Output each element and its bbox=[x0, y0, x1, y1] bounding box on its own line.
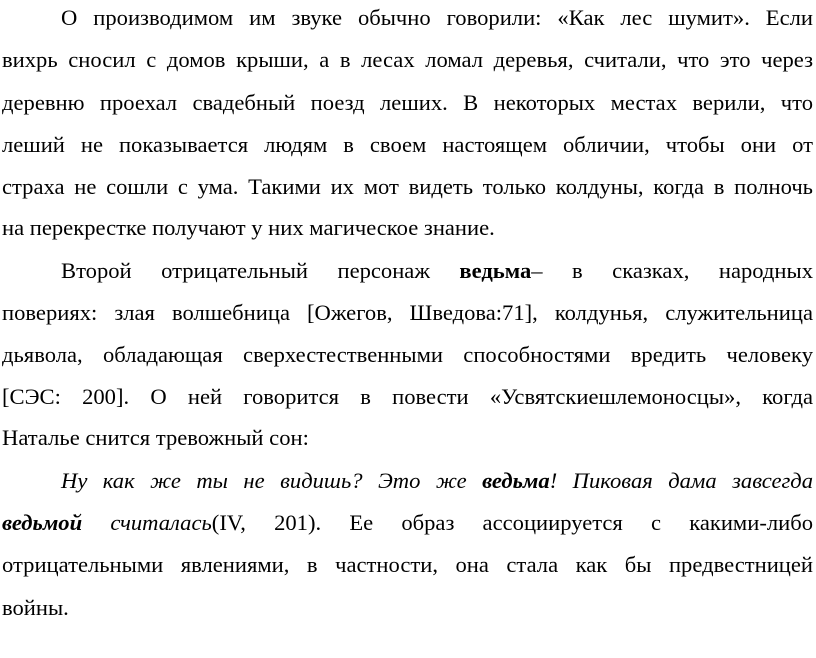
quote-citation: (IV, 201). Ее образ ассоциируется с какими-либо bbox=[211, 510, 814, 535]
paragraph-1-line-4: леший не показывается людям в своем настоящем обличии, чтобы они от bbox=[2, 132, 813, 157]
paragraph-1-line-5: страха не сошли с ума. Такими их мот видеть только колдуны, когда в полночь bbox=[2, 174, 813, 199]
paragraph-2-line-1-end: – в сказках, народных bbox=[531, 258, 813, 283]
paragraph-2-line-1 bbox=[61, 257, 813, 285]
term-vedma: ведьма bbox=[459, 258, 532, 283]
quote-line-1-start: Ну как же ты не видишь? Это же bbox=[61, 468, 483, 493]
paragraph-2-line-1-start: Второй отрицательный персонаж bbox=[61, 258, 460, 283]
paragraph-3-line-4: войны. bbox=[2, 595, 69, 620]
paragraph-1-line-6: на перекрестке получают у них магическое знание. bbox=[2, 215, 495, 240]
quote-term-vedmoy: ведьмой bbox=[2, 510, 83, 535]
quote-word-schitalas: считалась bbox=[82, 510, 212, 535]
paragraph-3-line-3: отрицательными явлениями, в частности, она стала как бы предвестницей bbox=[2, 552, 813, 577]
paragraph-2-line-5: Наталье снится тревожный сон: bbox=[2, 425, 309, 450]
paragraph-1-line-3: деревню проехал свадебный поезд леших. В некоторых местах верили, что bbox=[2, 90, 813, 115]
quote-line-1-end: ! Пиковая дама завсегда bbox=[549, 468, 814, 493]
quote-term-vedma: ведьма bbox=[482, 468, 550, 493]
quote-line-1 bbox=[61, 467, 813, 495]
quote-line-2 bbox=[2, 509, 813, 537]
paragraph-2-line-4: [СЭС: 200]. О ней говорится в повести «Усвятскиешлемоносцы», когда bbox=[2, 384, 813, 409]
paragraph-1-line-2: вихрь сносил с домов крыши, а в лесах ломал деревья, считали, что это через bbox=[2, 47, 813, 72]
paragraph-2-line-2: повериях: злая волшебница [Ожегов, Шведова:71], колдунья, служительница bbox=[2, 300, 813, 325]
paragraph-2-line-3: дьявола, обладающая сверхестественными способностями вредить человеку bbox=[2, 342, 813, 367]
paragraph-1-line-1: О производимом им звуке обычно говорили: «Как лес шумит». Если bbox=[61, 5, 813, 30]
